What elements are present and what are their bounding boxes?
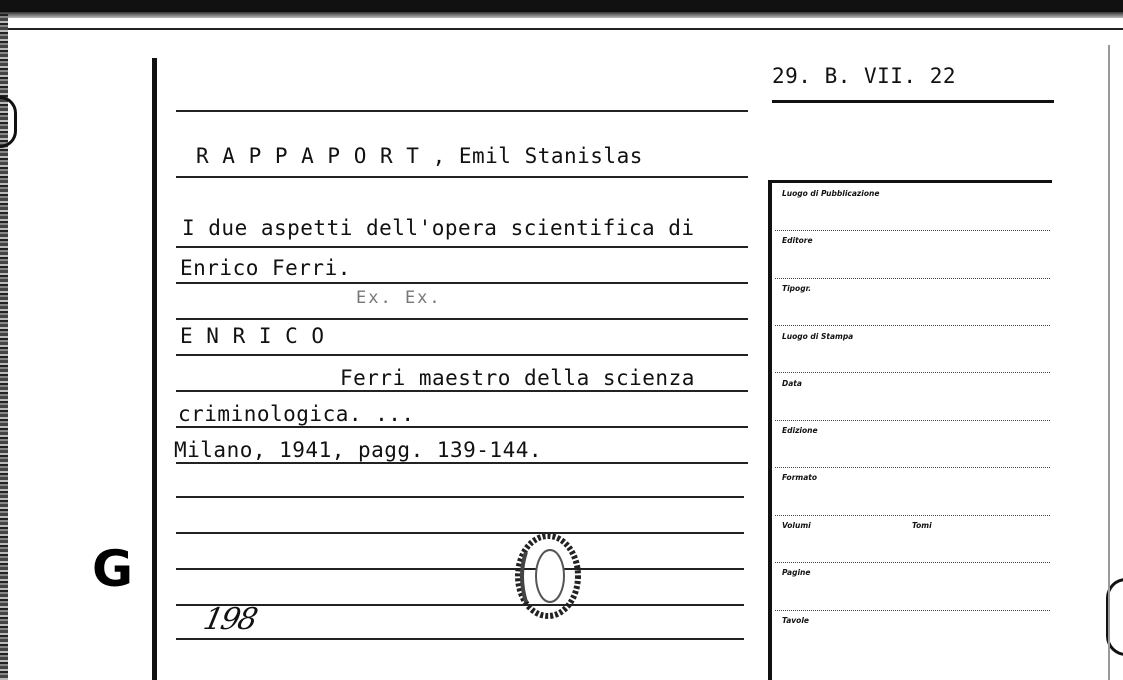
field-luogo-pubblicazione: Luogo di Pubblicazione bbox=[782, 189, 880, 198]
rule-line bbox=[176, 176, 748, 178]
library-stamp bbox=[508, 532, 584, 620]
field-edizione: Edizione bbox=[782, 426, 818, 435]
author-heading: R A P P A P O R T , Emil Stanislas bbox=[196, 144, 643, 168]
rule-line bbox=[176, 354, 748, 356]
rule-line bbox=[176, 426, 748, 428]
rule-line bbox=[176, 110, 748, 112]
scan-top-border bbox=[0, 0, 1123, 12]
field-dotted-line bbox=[775, 420, 1050, 421]
rule-line bbox=[176, 568, 744, 570]
card-margin-line bbox=[152, 58, 157, 680]
card-top-edge bbox=[0, 28, 1123, 30]
field-dotted-line bbox=[775, 515, 1050, 516]
field-tavole: Tavole bbox=[782, 616, 809, 625]
field-dotted-line bbox=[775, 467, 1050, 468]
field-formato: Formato bbox=[782, 473, 818, 482]
field-volumi: Volumi bbox=[782, 521, 811, 530]
field-dotted-line bbox=[775, 230, 1050, 231]
form-box-top-border bbox=[768, 180, 1052, 183]
scan-top-shadow bbox=[0, 12, 1123, 18]
call-number: 29. B. VII. 22 bbox=[772, 64, 957, 88]
field-dotted-line bbox=[775, 325, 1050, 326]
rule-line bbox=[176, 462, 748, 464]
binder-hole-left bbox=[0, 96, 17, 148]
card-right-edge bbox=[1108, 45, 1110, 680]
field-tomi: Tomi bbox=[912, 521, 932, 530]
rule-line bbox=[176, 604, 744, 606]
rule-line bbox=[176, 638, 744, 640]
call-number-underline bbox=[772, 100, 1054, 103]
rule-line bbox=[176, 532, 744, 534]
field-dotted-line bbox=[775, 278, 1050, 279]
field-tipografia: Tipogr. bbox=[782, 284, 812, 293]
rule-line bbox=[176, 282, 748, 284]
title-line-1: I due aspetti dell'opera scientifica di bbox=[182, 216, 695, 240]
field-dotted-line bbox=[775, 562, 1050, 563]
field-luogo-stampa: Luogo di Stampa bbox=[782, 332, 854, 341]
rule-line bbox=[176, 318, 748, 320]
title-line-2: Enrico Ferri. bbox=[180, 256, 351, 280]
field-pagine: Pagine bbox=[782, 568, 811, 577]
rule-line bbox=[176, 390, 748, 392]
rule-line bbox=[176, 496, 744, 498]
field-dotted-line bbox=[775, 610, 1050, 611]
field-data: Data bbox=[782, 379, 802, 388]
field-dotted-line bbox=[775, 372, 1050, 373]
handwritten-number: 198 bbox=[200, 602, 259, 637]
rule-line bbox=[176, 246, 748, 248]
field-editore: Editore bbox=[782, 236, 813, 245]
form-box-left-border bbox=[768, 180, 772, 680]
subtitle-continuation: criminologica. ... bbox=[178, 402, 415, 426]
imprint-line: Milano, 1941, pagg. 139-144. bbox=[174, 438, 543, 462]
faint-note: Ex. Ex. bbox=[356, 288, 442, 308]
side-letter: G bbox=[92, 540, 134, 598]
subtitle-line: Ferri maestro della scienza bbox=[340, 366, 695, 390]
series-heading: E N R I C O bbox=[180, 324, 325, 348]
